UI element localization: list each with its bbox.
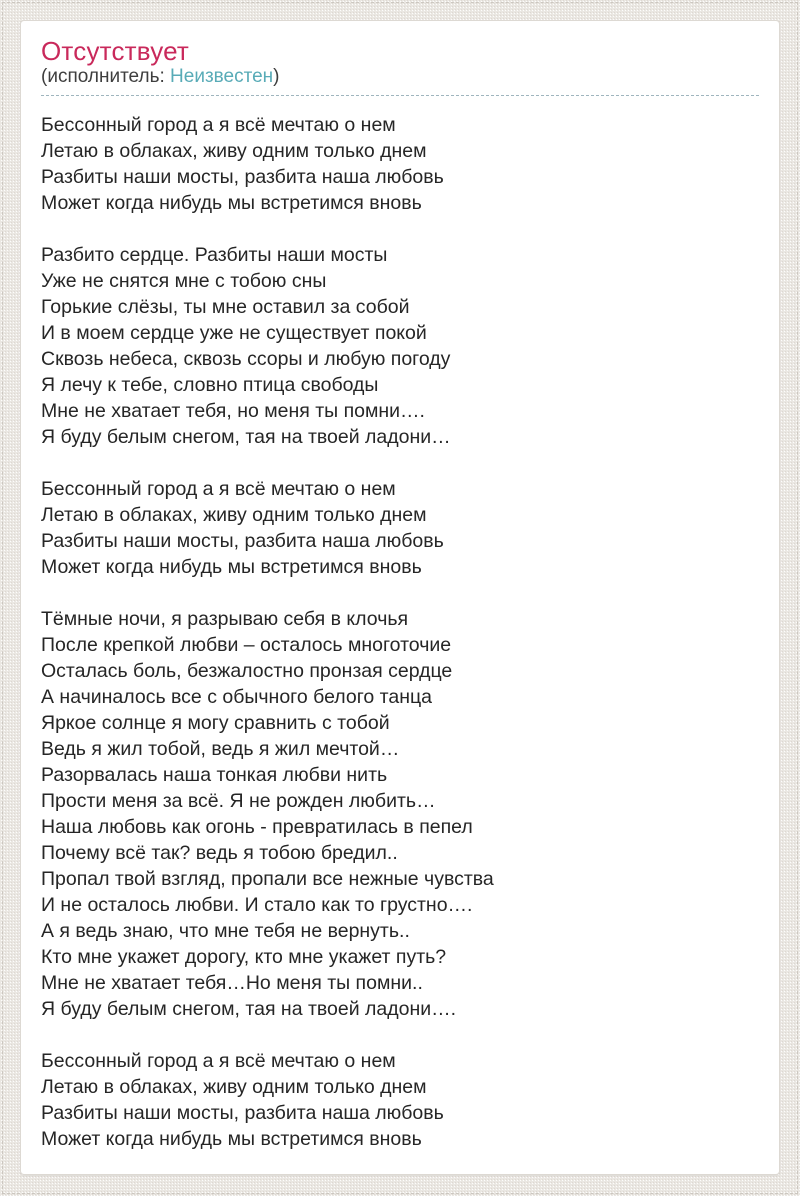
artist-link[interactable]: Неизвестен [170, 66, 274, 87]
lyrics-text [41, 96, 759, 1152]
artist-line [41, 65, 759, 96]
song-title: Отсутствует [41, 36, 190, 66]
verse: Бессонный город а я всё мечтаю о нем Летаю в облаках, живу одним только днем Разбиты наши мосты, разбита наша любовь Может когда нибудь мы встретимся вновь [41, 114, 444, 214]
artist-label-open: (исполнитель: [41, 66, 171, 87]
artist-label-close: ) [273, 66, 280, 87]
content-card [20, 20, 780, 1175]
verse: Бессонный город а я всё мечтаю о нем Летаю в облаках, живу одним только днем Разбиты наши мосты, разбита наша любовь Может когда нибудь мы встретимся вновь [41, 1050, 444, 1150]
verse: Бессонный город а я всё мечтаю о нем Летаю в облаках, живу одним только днем Разбиты наши мосты, разбита наша любовь Может когда нибудь мы встретимся вновь [41, 478, 444, 578]
verse: Разбито сердце. Разбиты наши мосты Уже не снятся мне с тобою сны Горькие слёзы, ты мне оставил за собой И в моем сердце уже не существует покой Сквозь небеса, сквозь ссоры и любую погоду Я лечу к тебе, словно птица свободы Мне не хватает тебя, но меня ты помни…. Я буду белым снегом, тая на твоей ладони… [41, 244, 451, 448]
verse: Тёмные ночи, я разрываю себя в клочья После крепкой любви – осталось многоточие Осталась боль, безжалостно пронзая сердце А начиналось все с обычного белого танца Яркое солнце я могу сравнить с тобой Ведь я жил тобой, ведь я жил мечтой… Разорвалась наша тонкая любви нить Прости меня за всё. Я не рожден любить… Наша любовь как огонь - превратилась в пепел Почему всё так? ведь я тобою бредил.. Пропал твой взгляд, пропали все нежные чувства И не осталось любви. И стало как то грустно…. А я ведь знаю, что мне тебя не вернуть.. Кто мне укажет дорогу, кто мне укажет путь? Мне не хватает тебя…Но меня ты помни.. Я буду белым снегом, тая на твоей ладони…. [41, 608, 494, 1020]
